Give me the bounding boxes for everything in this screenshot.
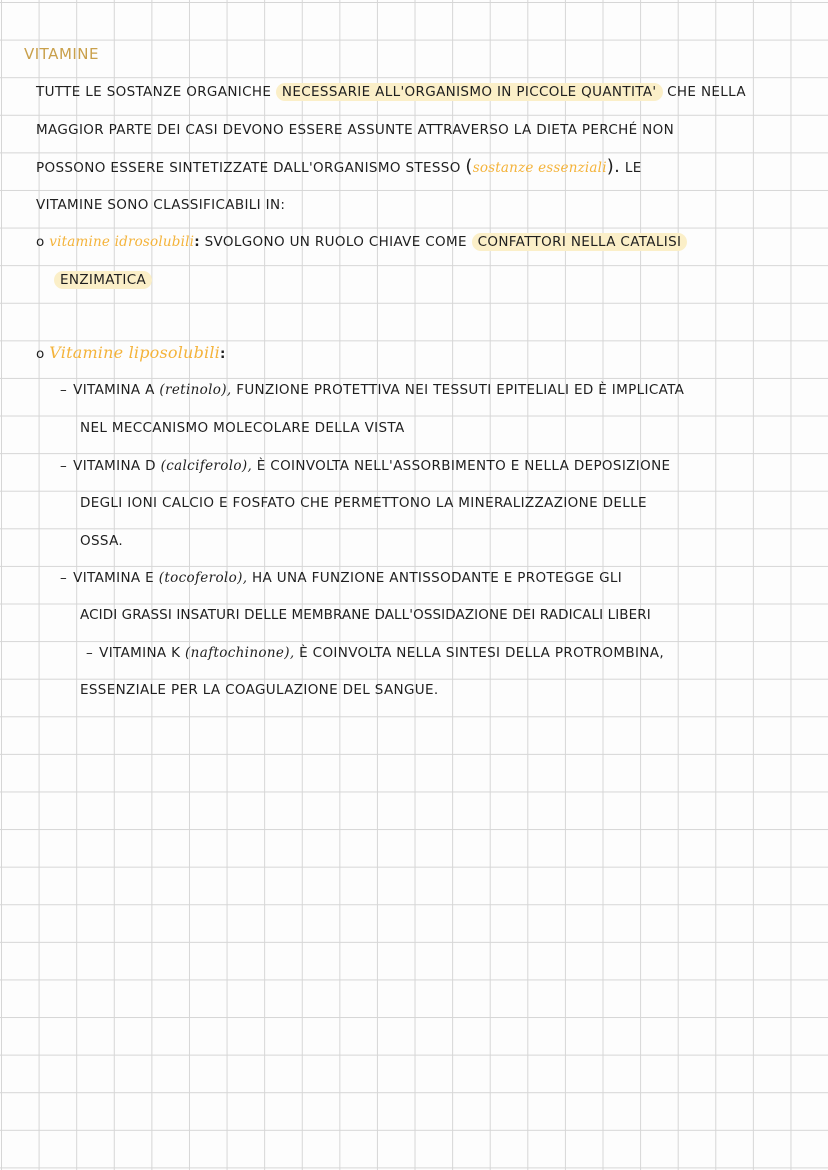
idrosolubili-line-2: [54, 270, 152, 290]
vitamina-a-name: VITAMINA A: [73, 382, 155, 398]
vitamina-d-text-1: È COINVOLTA NELL'ASSORBIMENTO E NELLA DEPOSIZIONE: [256, 458, 671, 474]
page-title: VITAMINE: [24, 45, 100, 63]
bullet-circle: o: [36, 346, 45, 362]
paren-open: (: [465, 156, 473, 177]
vitamina-k-paren: (naftochinone),: [185, 645, 295, 661]
idrosolubili-colon: :: [194, 234, 200, 250]
intro-line-2: MAGGIOR PARTE DEI CASI DEVONO ESSERE ASSUNTE ATTRAVERSO LA DIETA PERCHÉ NON: [36, 122, 675, 138]
intro-line-1: [36, 82, 746, 102]
idrosolubili-highlight-1: CONFATTORI NELLA CATALISI: [472, 233, 688, 251]
vitamina-e-line-2: ACIDI GRASSI INSATURI DELLE MEMBRANE DALL'OSSIDAZIONE DEI RADICALI LIBERI: [80, 607, 651, 623]
liposolubili-label: Vitamine liposolubili: [49, 343, 220, 362]
vitamina-k-text-1: È COINVOLTA NELLA SINTESI DELLA PROTROMBINA,: [299, 645, 664, 661]
sostanze-essenziali-text: sostanze essenziali: [472, 160, 607, 176]
vitamina-a-line-2: NEL MECCANISMO MOLECOLARE DELLA VISTA: [80, 420, 405, 436]
bullet-circle: o: [36, 234, 45, 250]
intro-line-3-a: POSSONO ESSERE SINTETIZZATE DALL'ORGANISMO STESSO: [36, 160, 461, 176]
dash: –: [60, 382, 68, 398]
idrosolubili-line: [36, 232, 687, 252]
vitamina-d-line-1: [60, 456, 670, 476]
vitamina-e-name: VITAMINA E: [73, 570, 155, 586]
vitamina-e-line-1: [60, 568, 622, 588]
liposolubili-line: [36, 343, 226, 364]
vitamina-a-paren: (retinolo),: [159, 382, 232, 398]
liposolubili-colon: :: [219, 346, 226, 362]
vitamina-k-line-2: ESSENZIALE PER LA COAGULAZIONE DEL SANGUE.: [80, 682, 439, 698]
vitamina-k-line-1: [86, 643, 664, 663]
idrosolubili-text: SVOLGONO UN RUOLO CHIAVE COME: [204, 234, 467, 250]
vitamina-e-paren: (tocoferolo),: [158, 570, 248, 586]
intro-line-1-a: TUTTE LE SOSTANZE ORGANICHE: [36, 84, 272, 100]
intro-line-3-b: LE: [624, 160, 642, 176]
idrosolubili-highlight-2: ENZIMATICA: [54, 271, 152, 289]
vitamina-k-name: VITAMINA K: [99, 645, 181, 661]
vitamina-a-text-1: FUNZIONE PROTETTIVA NEI TESSUTI EPITELIALI ED È IMPLICATA: [236, 382, 685, 398]
vitamina-a-line-1: [60, 380, 684, 400]
dash: –: [60, 458, 68, 474]
paren-close: ).: [606, 156, 621, 177]
dash: –: [86, 645, 94, 661]
vitamina-d-paren: (calciferolo),: [160, 458, 253, 474]
intro-line-4: VITAMINE SONO CLASSIFICABILI IN:: [36, 197, 286, 213]
dash: –: [60, 570, 68, 586]
intro-line-1-b: CHE NELLA: [667, 84, 746, 100]
idrosolubili-label: vitamine idrosolubili: [49, 234, 195, 250]
intro-highlight-necessarie: NECESSARIE ALL'ORGANISMO IN PICCOLE QUANTITA': [276, 83, 663, 101]
vitamina-d-line-2: DEGLI IONI CALCIO E FOSFATO CHE PERMETTONO LA MINERALIZZAZIONE DELLE: [80, 495, 647, 511]
vitamina-d-name: VITAMINA D: [73, 458, 156, 474]
vitamina-d-line-3: OSSA.: [80, 533, 124, 549]
intro-line-3: [36, 157, 642, 178]
vitamina-e-text-1: HA UNA FUNZIONE ANTISSODANTE E PROTEGGE GLI: [252, 570, 623, 586]
